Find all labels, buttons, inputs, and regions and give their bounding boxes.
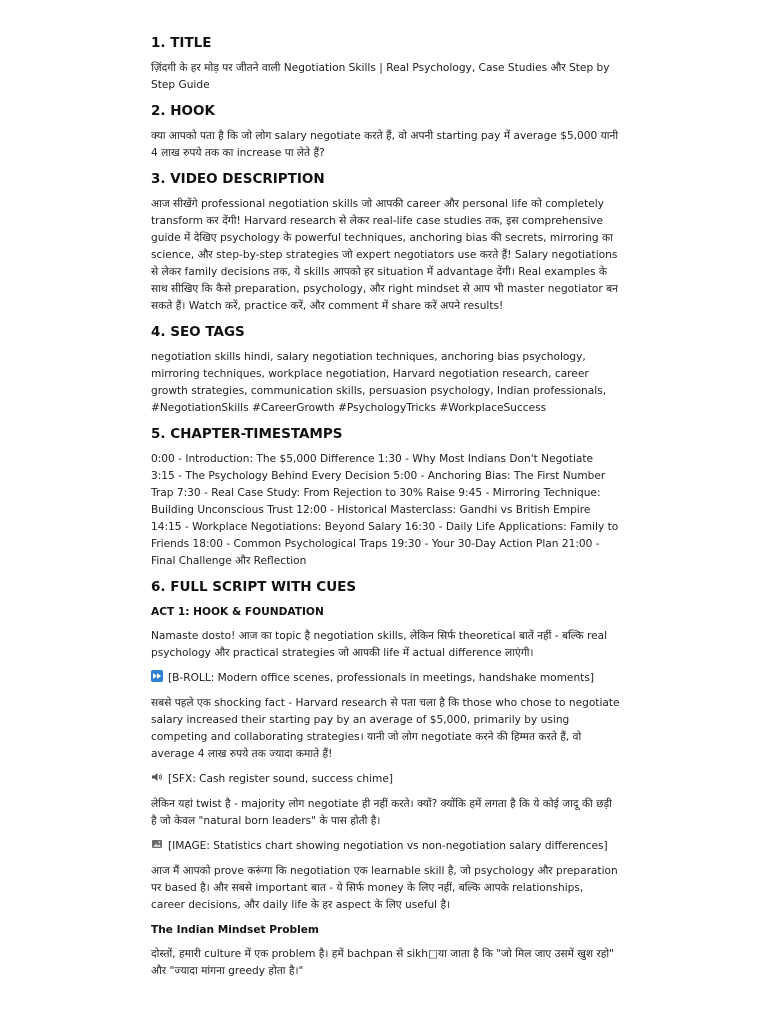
script-paragraph: लेकिन यहां twist है - majority लोग negotiate ही नहीं करते। क्यों? क्योंकि हमें लगता है कि ये कोई जादू की छड़ी है जो केवल "natural born leaders" के पास होती है। — [151, 798, 612, 827]
hook-body: क्या आपको पता है कि जो लोग salary negotiate करते हैं, वो अपनी starting pay में average $5,000 यानी 4 लाख रुपये तक का increase पा लेते हैं? — [151, 130, 619, 159]
script-section — [151, 578, 620, 980]
hook-section — [151, 102, 620, 162]
description-body: आज सीखेंगे professional negotiation skills जो आपकी career और personal life को completely transform कर देंगी! Harvard research से लेकर real-life case studies तक, इस comprehensive guide में देखिए psychology के powerful techniques, anchoring bias की secrets, mirroring का science, और step-by-step strategies जो expert negotiators use करते हैं! Salary negotiations से लेकर family decisions तक, ये skills आपको हर situation में advantage देंगी। Real examples के साथ सीखिए कि कैसे preparation, psychology, और right mindset से आप भी master negotiator बन सकते हैं। Watch करें, practice करें, और comment में share करें अपने results! — [151, 198, 619, 312]
sfx-cue — [151, 771, 620, 788]
description-section — [151, 170, 620, 315]
speaker-icon — [151, 771, 163, 783]
description-heading: 3. VIDEO DESCRIPTION — [151, 171, 325, 187]
script-paragraph: आज मैं आपको prove करूंगा कि negotiation एक learnable skill है, जो psychology और preparation पर based है। और सबसे important बात - ये सिर्फ money के लिए नहीं, बल्कि आपके relationships, career decisions, और daily life के हर aspect के लिए useful है। — [151, 865, 618, 911]
title-heading: 1. TITLE — [151, 35, 212, 51]
picture-icon — [151, 838, 163, 850]
title-body: ज़िंदगी के हर मोड़ पर जीतने वाली Negotiation Skills | Real Psychology, Case Studies और Step by Step Guide — [151, 62, 610, 91]
hook-heading: 2. HOOK — [151, 103, 215, 119]
sfx-cue-text: [SFX: Cash register sound, success chime] — [168, 773, 394, 785]
seo-body: negotiation skills hindi, salary negotiation techniques, anchoring bias psychology, mirroring techniques, workplace negotiation, Harvard negotiation research, career growth strategies, communication skills, persuasion psychology, Indian professionals, #NegotiationSkills #CareerGrowth #PsychologyTricks #WorkplaceSuccess — [151, 351, 607, 414]
timestamps-body: 0:00 - Introduction: The $5,000 Difference 1:30 - Why Most Indians Don't Negotiate 3:15 - The Psychology Behind Every Decision 5:00 - Anchoring Bias: The First Number Trap 7:30 - Real Case Study: From Rejection to 30% Raise 9:45 - Mirroring Technique: Building Unconscious Trust 12:00 - Historical Masterclass: Gandhi vs British Empire 14:15 - Workplace Negotiations: Beyond Salary 16:30 - Daily Life Applications: Family to Friends 18:00 - Common Psychological Traps 19:30 - Your 30-Day Action Plan 21:00 - Final Challenge और Reflection — [151, 453, 619, 567]
script-paragraph: दोस्तों, हमारी culture में एक problem है। हमें bachpan से sikh□या जाता है कि "जो मिल जाए उसमें खुश रहो" और "ज्यादा मांगना greedy होता है।" — [151, 948, 615, 977]
broll-cue — [151, 670, 620, 687]
title-section — [151, 34, 620, 94]
script-paragraph: सबसे पहले एक shocking fact - Harvard research से पता चला है कि those who chose to negotiate salary increased their starting pay by an average of $5,000, primarily by using competing and collaborating strategies। यानी जो लोग negotiate करने की हिम्मत करते हैं, वो average 4 लाख रुपये तक ज्यादा कमाते हैं! — [151, 697, 620, 760]
fast-forward-icon — [151, 670, 163, 682]
broll-cue-text: [B-ROLL: Modern office scenes, professionals in meetings, handshake moments] — [168, 672, 594, 684]
mindset-heading: The Indian Mindset Problem — [151, 924, 319, 936]
image-cue-text: [IMAGE: Statistics chart showing negotiation vs non-negotiation salary differences] — [168, 840, 608, 852]
image-cue — [151, 838, 620, 855]
seo-heading: 4. SEO TAGS — [151, 324, 245, 340]
timestamps-heading: 5. CHAPTER-TIMESTAMPS — [151, 426, 343, 442]
script-paragraph: Namaste dosto! आज का topic है negotiation skills, लेकिन सिर्फ theoretical बातें नहीं - बल्कि real psychology और practical strategies जो आपकी life में actual difference लाएंगी। — [151, 630, 608, 659]
act1-heading: ACT 1: HOOK & FOUNDATION — [151, 606, 324, 618]
timestamps-section — [151, 425, 620, 570]
seo-section — [151, 323, 620, 417]
script-heading: 6. FULL SCRIPT WITH CUES — [151, 579, 357, 595]
